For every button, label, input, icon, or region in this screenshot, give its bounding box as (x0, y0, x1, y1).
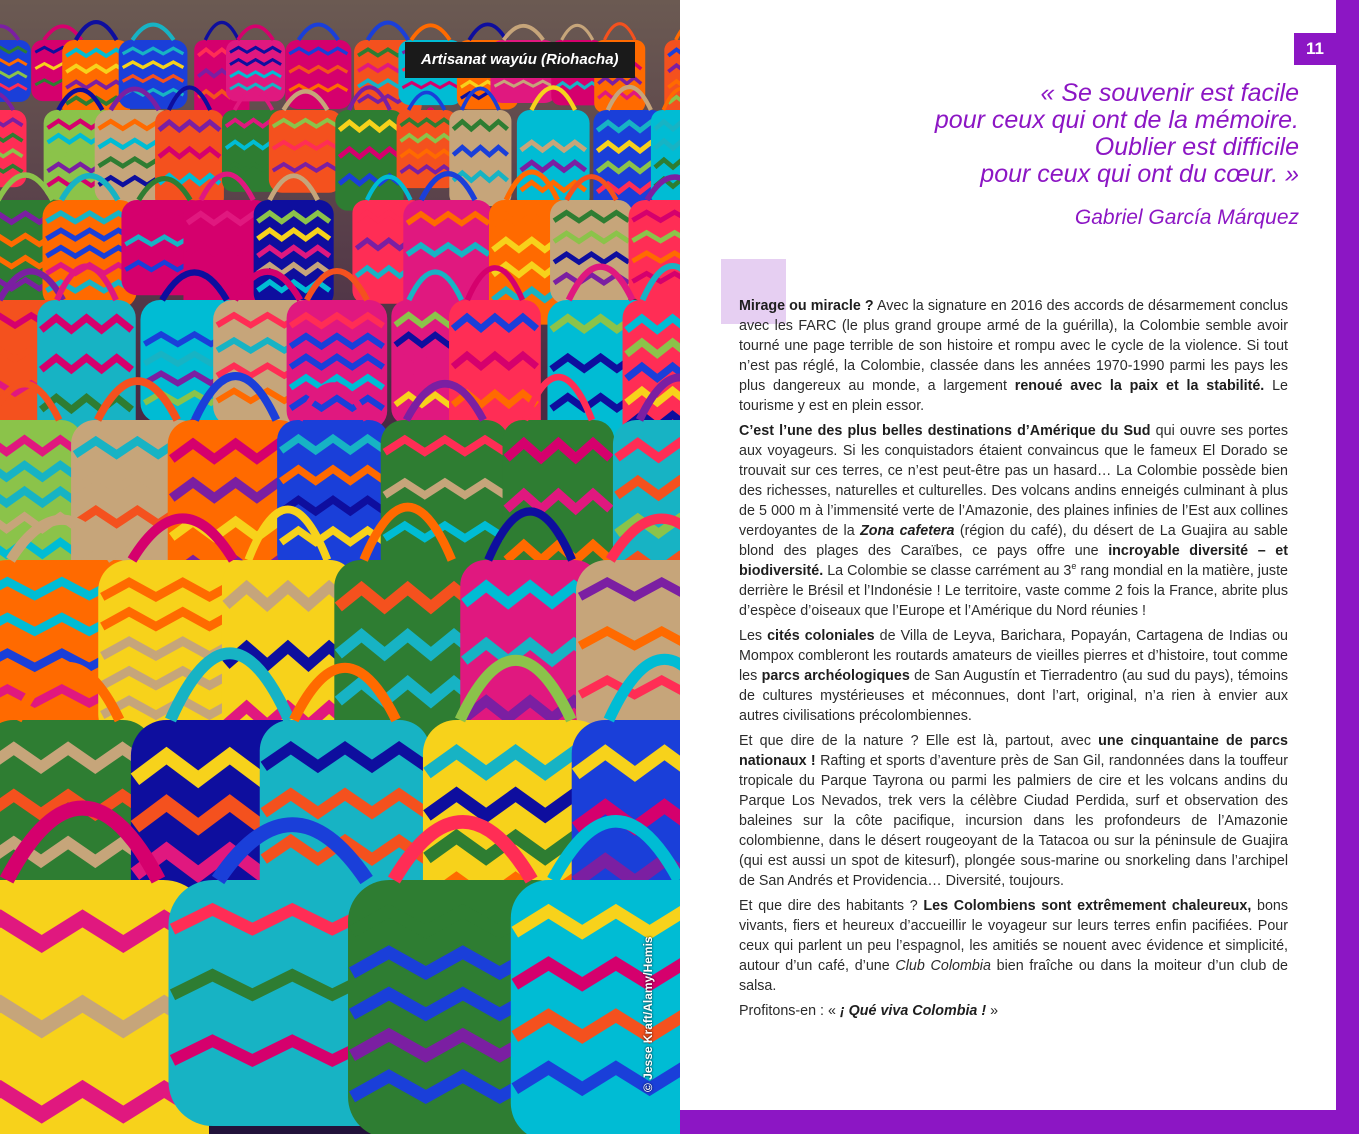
emphasis-text: C’est l’une des plus belles destinations d’Amérique du Sud (739, 423, 1151, 439)
body-text-run: Rafting et sports d’aventure près de San Gil, randonnées dans la touffeur tropicale du Parque Tayrona ou parmi les palmiers de cire et les volcans andins du Parque Los Nevados, trek vers la célèbre Ciudad Perdida, surf et observation des baleines sur la côte pacifique, incursion dans les profondeurs de l’Amazonie colombienne, dans le désert rougeoyant de la Tatacoa ou sur la péninsule de Guajira (qui est aussi un spot de kitesurf), plongée sous-marine ou snorkeling dans l’archipel de San Andrés et Providencia… Diversité, toujours. (739, 753, 1288, 889)
quote-line: Oublier est difficile (1094, 133, 1299, 161)
emphasis-text: ¡ Qué viva Colombia ! (839, 1003, 987, 1019)
body-text-run: qui ouvre ses portes aux voyageurs. Si les conquistadors étaient convaincus que le fameux El Dorado se trouvait sur ces terres, ce n’est peut-être pas un hasard… La Colombie possède bien des richesses, naturelles et culturelles. Des volcans andins enneigés culminant à plus de 5 000 m à l’immensité verte de l’Amazonie, des plaines infinies de l’Est aux collines verdoyantes de la (739, 423, 1288, 539)
text-page (680, 0, 1359, 1134)
paragraph (739, 1001, 1288, 1021)
body-text-run: bons vivants, fiers et heureux d’accueillir le voyageur sur leurs terres enfin pacifiées. Pour ceux qui parlent un peu l’espagnol, les amitiés se nouent avec évidence et simplicité, autour d’un café, d’une (739, 898, 1289, 974)
emphasis-text: parcs archéologiques (761, 668, 910, 684)
article-body (739, 296, 1288, 1026)
body-text-run: Profitons-en : « (739, 1003, 840, 1019)
emphasis-text: Club Colombia (895, 958, 991, 974)
body-text-run: Avec la signature en 2016 des accords de désarmement conclus avec les FARC (le plus grand groupe armé de la guérilla), la Colombie semble avoir tourné une page terrible de son histoire et rompu avec le cycle de la violence. Si tout n’est pas réglé, la Colombie, classée dans les années 1970-1990 parmi les pays les plus dangereux au monde, a largement (739, 298, 1288, 394)
body-text-run: Et que dire de la nature ? Elle est là, partout, avec (739, 733, 1099, 749)
emphasis-text: cités coloniales (767, 628, 875, 644)
emphasis-text: e (1071, 561, 1077, 572)
body-text-run: bien fraîche ou dans la moiteur d’un club de salsa. (739, 958, 1288, 994)
body-text-run: Les (739, 628, 768, 644)
emphasis-text (840, 1003, 986, 1019)
accent-band-bottom (680, 1110, 1359, 1134)
emphasis-text: renoué avec la paix et la stabilité. (1014, 378, 1265, 394)
body-text-run: (région du café), du désert de La Guajira au sable blond des plages des Caraïbes, ce pays offre une (739, 523, 1288, 559)
body-text-run: Le tourisme y est en plein essor. (739, 378, 1289, 414)
body-text-run: de San Augustín et Tierradentro (au sud du pays), témoins de cultures mystérieuses et méconnues, dont l’art, original, n’a rien à envier aux autres civilisations précolombiennes. (739, 668, 1288, 724)
body-text-run: » (986, 1003, 999, 1019)
emphasis-text: Mirage ou miracle ? (739, 298, 874, 314)
paragraph (739, 421, 1288, 621)
accent-band-right (1336, 0, 1359, 1134)
quote-line: « Se souvenir est facile (1040, 79, 1299, 107)
paragraph (739, 296, 1288, 416)
emphasis-text: incroyable diversité – et biodiversité. (739, 543, 1288, 579)
emphasis-text (860, 523, 954, 539)
quote-line: pour ceux qui ont du cœur. » (980, 160, 1299, 188)
body-text-run: de Villa de Leyva, Barichara, Popayán, Cartagena de Indias ou Mompox combleront les routards amateurs de vieilles pierres et d’histoire, tout comme les (739, 628, 1288, 684)
emphasis-text: Zona cafetera (860, 523, 955, 539)
emphasis-text: Les Colombiens sont extrêmement chaleureux, (923, 898, 1252, 914)
quote-author: Gabriel García Márquez (1074, 206, 1299, 229)
page-number: 11 (1294, 33, 1336, 65)
body-text-run: Et que dire des habitants ? (739, 898, 924, 914)
photo-caption: Artisanat wayúu (Riohacha) (405, 42, 635, 78)
paragraph (739, 896, 1288, 996)
photo-credit: © Jesse Kraft/Alamy/Hemis (641, 936, 655, 1092)
paragraph (739, 731, 1288, 891)
emphasis-text: une cinquantaine de parcs nationaux ! (739, 733, 1288, 769)
body-text-run: rang mondial en la matière, juste derrière le Brésil et l’Indonésie ! Le territoire, vaste comme 2 fois la France, abrite plus d’espèce d’oiseaux que l’Europe et l’Amérique du Nord réunies ! (739, 563, 1288, 619)
quote-line: pour ceux qui ont de la mémoire. (934, 106, 1299, 134)
epigraph-quote (739, 80, 1299, 188)
paragraph (739, 626, 1288, 726)
body-text-run: La Colombie se classe carrément au 3 (823, 563, 1072, 579)
